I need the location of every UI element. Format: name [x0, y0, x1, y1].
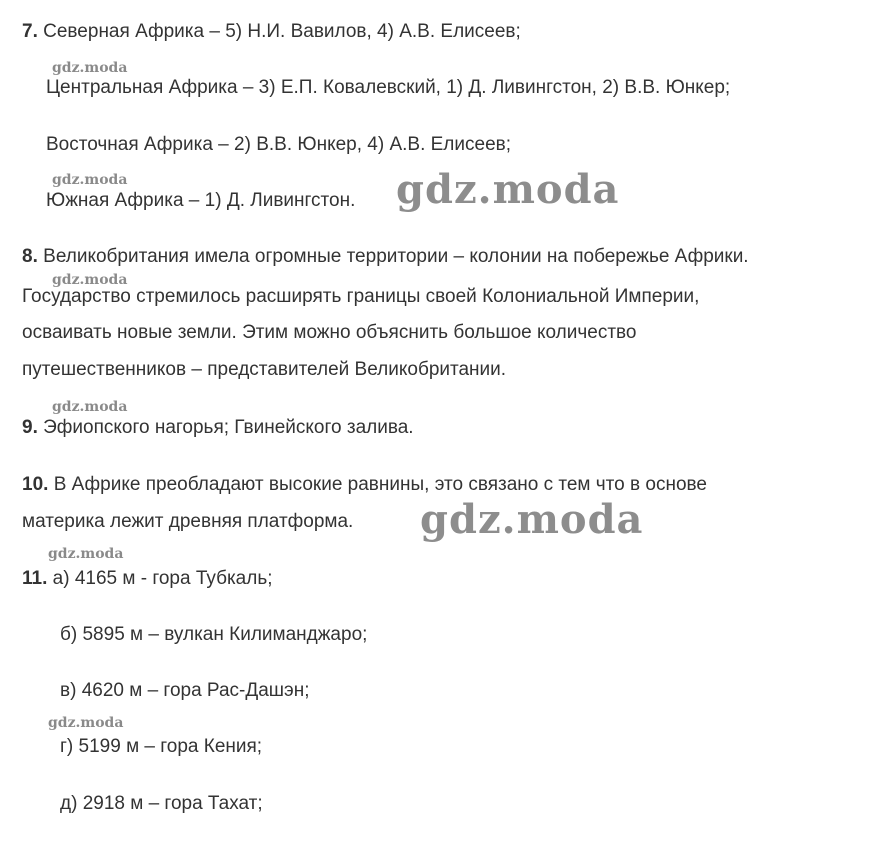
answer-8-line-3: осваивать новые земли. Этим можно объяснить большое количество — [22, 322, 637, 343]
answer-7-number: 7. — [22, 21, 38, 42]
answer-10-number: 10. — [22, 474, 49, 495]
answer-9-number: 9. — [22, 417, 38, 438]
answer-11-item-e: д) 2918 м – гора Тахат; — [60, 793, 263, 814]
answer-10-line-2: материка лежит древняя платформа. — [22, 511, 354, 532]
watermark-small: gdz.moda — [48, 546, 124, 562]
answer-11-line-1 — [22, 567, 273, 591]
answer-10-line-1 — [22, 473, 707, 497]
answer-7-line-2: Центральная Африка – 3) Е.П. Ковалевский, 1) Д. Ливингстон, 2) В.В. Юнкер; — [46, 77, 731, 98]
answer-11-item-b: б) 5895 м – вулкан Килиманджаро; — [60, 624, 368, 645]
answer-11-item-c: в) 4620 м – гора Рас-Дашэн; — [60, 680, 310, 701]
answer-8-number: 8. — [22, 246, 38, 267]
answer-11-item-d: г) 5199 м – гора Кения; — [60, 736, 263, 757]
answer-9-line — [22, 416, 414, 440]
answer-11-number: 11. — [22, 568, 48, 589]
watermark-small: gdz.moda — [48, 715, 124, 731]
watermark-small: gdz.moda — [52, 399, 128, 415]
watermark-small: gdz.moda — [52, 272, 128, 288]
answer-11-item: а) 4165 м - гора Тубкаль; — [52, 568, 273, 589]
answer-8-text: Великобритания имела огромные территории – колонии на побережье Африки. — [43, 246, 749, 267]
watermark-large: gdz.moda — [396, 166, 620, 213]
answer-8-line-1 — [22, 245, 749, 269]
answer-7-text: Северная Африка – 5) Н.И. Вавилов, 4) А.В. Елисеев; — [43, 21, 521, 42]
answer-10-text: В Африке преобладают высокие равнины, это связано с тем что в основе — [53, 474, 707, 495]
answer-8-line-4: путешественников – представителей Великобритании. — [22, 359, 507, 380]
watermark-large: gdz.moda — [420, 496, 644, 543]
watermark-small: gdz.moda — [52, 172, 128, 188]
answer-7-line-1 — [22, 20, 521, 44]
answer-9-text: Эфиопского нагорья; Гвинейского залива. — [43, 417, 414, 438]
watermark-small: gdz.moda — [52, 60, 128, 76]
answer-8-line-2: Государство стремилось расширять границы своей Колониальной Империи, — [22, 286, 700, 307]
answer-7-line-4: Южная Африка – 1) Д. Ливингстон. — [46, 190, 356, 211]
answer-7-line-3: Восточная Африка – 2) В.В. Юнкер, 4) А.В. Елисеев; — [46, 134, 512, 155]
